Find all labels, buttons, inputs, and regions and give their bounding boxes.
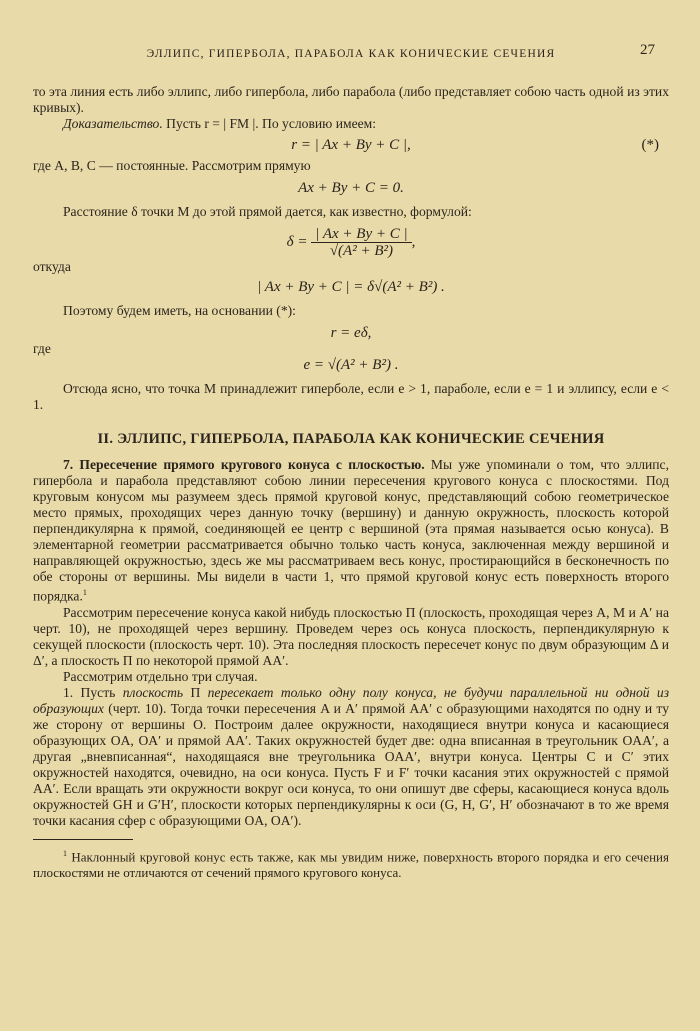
text: П (183, 684, 208, 700)
formula-e: e = √(A² + B²) . (303, 357, 399, 373)
proof-text: Пусть r = | FM |. По условию имеем: (162, 116, 377, 131)
paragraph-text: Мы уже упоминали о том, что эллипс, гипербола и парабола представляют собою линии пересечения кругового конуса с плоскостями. Под круговым конусом мы разумеем здесь прямой круговой конус, представляющий собою геометрическое место прямых, проходящих через данную точку (вершину) и данную окружность, плоскость которой перпендикулярна к прямой, соединяющей ее центр с вершиной (эта прямая называется осью конуса). В элементарной геометрии рассматривается обычно только часть конуса, заключенная между вершиной и направляющей окружностью, здесь же мы рассматриваем весь конус, простирающийся в бесконечность по обе стороны от вершины. Мы видели в части 1, что прямой круговой конус есть поверхность второго порядка. (33, 457, 669, 604)
denominator: √(A² + B²) (329, 243, 393, 259)
formula-distance (33, 226, 669, 259)
footnote-text: Наклонный круговой конус есть также, как мы увидим ниже, поверхность второго порядка и его сечения плоскостями не отличаются от сечений прямого кругового конуса. (33, 848, 669, 880)
paragraph: то эта линия есть либо эллипс, либо гипербола, либо парабола (либо представляет собою часть одной из этих кривых). (33, 84, 669, 115)
paragraph: где A, B, C — постоянные. Рассмотрим прямую (33, 158, 311, 173)
footnote-mark: 1 (63, 848, 67, 858)
paragraph: Отсюда ясно, что точка M принадлежит гиперболе, если e > 1, параболе, если e = 1 и эллипсу, если e < 1. (33, 381, 669, 412)
page-number: 27 (640, 42, 655, 58)
paragraph: Поэтому будем иметь, на основании (*): (63, 303, 296, 318)
paragraph: Рассмотрим пересечение конуса какой нибудь плоскостью П (плоскость, проходящая через A, M и A′ на черт. 10), не проходящей через вершину. Проведем через ось конуса плоскость, перпендикулярную к секущей плоскости (плоскость черт. 10). Эта последняя плоскость пересечет конус по двум образующим Δ и Δ′, а плоскость П по некоторой прямой AA′. (33, 604, 669, 668)
fraction (311, 226, 411, 259)
paragraph: Рассмотрим отдельно три случая. (63, 668, 258, 684)
case-1-paragraph (33, 685, 669, 829)
paragraph: Расстояние δ точки M до этой прямой дается, как известно, формулой: (63, 204, 472, 219)
running-title: ЭЛЛИПС, ГИПЕРБОЛА, ПАРАБОЛА КАК КОНИЧЕСКИЕ СЕЧЕНИЯ (146, 48, 556, 60)
section-heading: II. ЭЛЛИПС, ГИПЕРБОЛА, ПАРАБОЛА КАК КОНИЧЕСКИЕ СЕЧЕНИЯ (97, 431, 605, 447)
text: 1. Пусть (63, 684, 123, 700)
italic-text: пересекает только одну полу конуса, не будучи параллельной ни одной из образующих (33, 684, 669, 716)
formula-abs: | Ax + By + C | = δ√(A² + B²) . (257, 279, 445, 295)
italic-text: плоскость (122, 684, 184, 700)
formula-star (33, 137, 669, 153)
text: (черт. 10). Тогда точки пересечения A и A′ прямой AA′ с образующими находятся по одну и ту же сторону от вершины O. Построим далее окружности, находящиеся внутри конуса и касающиеся образующих OA, OA′ и прямой AA′. Таких окружностей будет две: одна вписанная в треугольник OAA′, а другая „вневписанная“, находящаяся вне треугольника OAA′, внутри конуса. Центры C и C′ этих окружностей находятся, очевидно, на оси конуса. Пусть F и F′ точки касания этих окружностей с прямой AA′. Если вращать эти окружности вокруг оси конуса, то они опишут две сферы, касающиеся конуса вдоль окружностей GH и G′H′, плоскости которых перпендикулярны к оси (G, H, G′, H′ обозначают в то же время точки касания сфер с образующими OA, OA′). (33, 700, 669, 828)
proof-label: Доказательство. (63, 116, 163, 131)
formula-end: , (411, 233, 416, 250)
formula-left: δ = (286, 233, 308, 250)
equation-tag: (*) (641, 137, 659, 153)
formula-text: r = | Ax + By + C |, (291, 137, 411, 153)
numerator: | Ax + By + C | (311, 226, 411, 243)
paragraph: откуда (33, 259, 71, 274)
paragraph: где (33, 341, 51, 356)
formula-line: Ax + By + C = 0. (298, 180, 404, 196)
footnote-ref[interactable]: 1 (82, 588, 87, 597)
book-page (33, 40, 669, 881)
subsection-title: 7. Пересечение прямого кругового конуса с плоскостью. (63, 457, 425, 472)
formula-r: r = eδ, (330, 325, 372, 341)
running-header (33, 40, 669, 64)
footnote (33, 846, 669, 881)
paragraph-7 (33, 457, 669, 605)
footnote-divider (33, 839, 133, 840)
proof-paragraph (33, 116, 669, 132)
